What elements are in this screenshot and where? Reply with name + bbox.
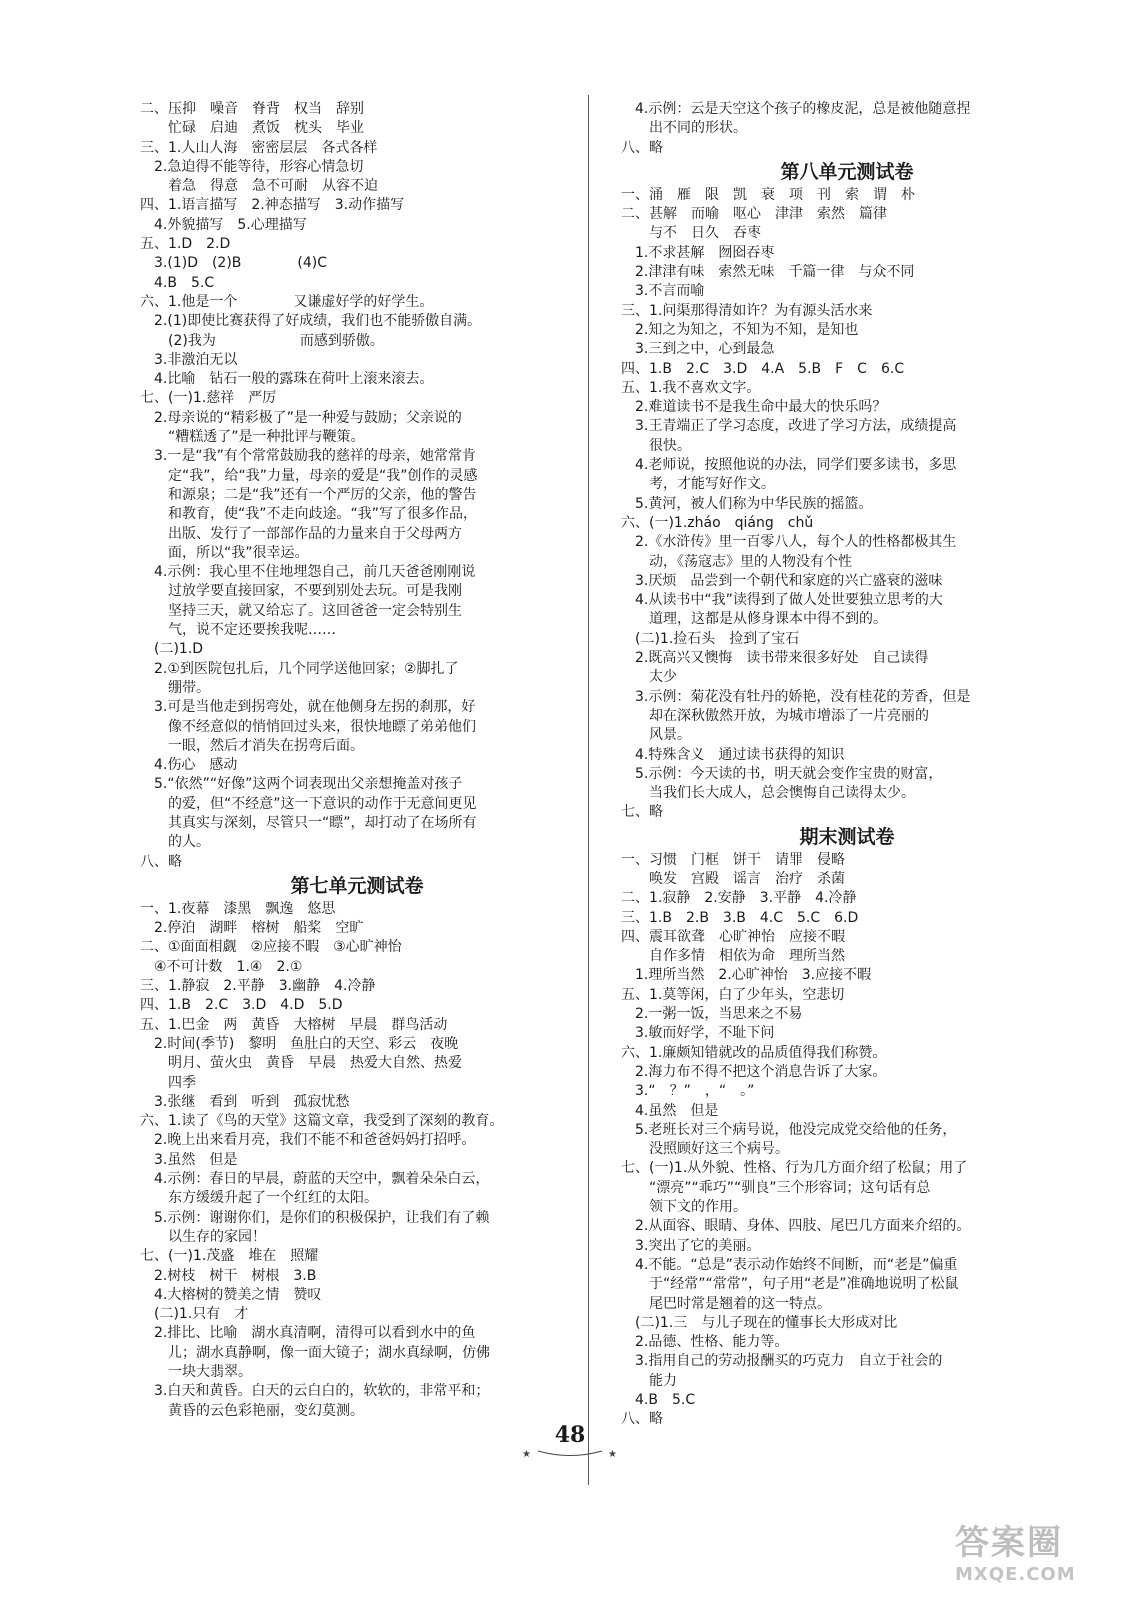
answer-line: 2.品德、性格、能力等。 bbox=[621, 1334, 789, 1351]
answer-line: 4.老师说，按照他说的办法，同学们要多读书，多思 bbox=[621, 457, 957, 474]
right-answer-column bbox=[621, 100, 1073, 1430]
answer-line: 七、(一)1.慈祥 严厉 bbox=[140, 390, 277, 407]
answer-line: 七、略 bbox=[621, 804, 663, 821]
answer-line: 一、习惯 门框 饼干 请罪 侵略 bbox=[621, 851, 845, 868]
answer-line: (二)1.只有 才 bbox=[140, 1306, 249, 1323]
footer-ornament-icon bbox=[520, 1446, 620, 1460]
answer-line: 2.《水浒传》里一百零八人，每个人的性格都极其生 bbox=[621, 534, 957, 551]
answer-line: 当我们长大成人，总会懊悔自己读得太少。 bbox=[621, 785, 915, 802]
answer-line: 2.既高兴又懊悔 读书带来很多好处 自己读得 bbox=[621, 650, 929, 667]
section-heading: 第七单元测试卷 bbox=[290, 874, 424, 897]
answer-line: 的人。 bbox=[140, 834, 210, 851]
answer-line: 七、(一)1.茂盛 堆在 照耀 bbox=[140, 1248, 319, 1265]
answer-line: 一块大翡翠。 bbox=[140, 1364, 252, 1380]
answer-line: 1.理所当然 2.心旷神怡 3.应接不暇 bbox=[621, 967, 872, 984]
answer-line: 能力 bbox=[621, 1372, 677, 1389]
answer-line: 4.B 5.C bbox=[140, 274, 215, 291]
answer-line: 着急 得意 急不可耐 从容不迫 bbox=[140, 178, 378, 195]
answer-line: 像不经意似的悄悄回过头来，很快地瞟了弟弟他们 bbox=[140, 718, 476, 735]
answer-line: 六、1.廉颇知错就改的品质值得我们称赞。 bbox=[621, 1044, 887, 1061]
answer-line: 绷带。 bbox=[140, 679, 210, 696]
answer-line: 3.不言而喻 bbox=[621, 283, 705, 300]
answer-line: 五、1.莫等闲，白了少年头，空悲切 bbox=[621, 986, 845, 1003]
answer-line: 五、1.巴金 两 黄昏 大榕树 早晨 群鸟活动 bbox=[140, 1016, 448, 1033]
answer-line: 4.伤心 感动 bbox=[140, 757, 238, 774]
answer-line: 八、略 bbox=[140, 853, 182, 870]
answer-line: 4.B 5.C bbox=[621, 1392, 696, 1408]
answer-line: 七、(一)1.从外貌、性格、行为几方面介绍了松鼠；用了 bbox=[621, 1160, 968, 1177]
answer-line: 五、1.我不喜欢文字。 bbox=[621, 379, 761, 396]
answer-line: 4.特殊含义 通过读书获得的知识 bbox=[621, 746, 845, 763]
answer-line: 4.大榕树的赞美之情 赞叹 bbox=[140, 1286, 322, 1303]
answer-line: 定“我”，给“我”力量，母亲的爱是“我”创作的灵感 bbox=[140, 467, 478, 484]
answer-line: 儿；湖水真静啊，像一面大镜子；湖水真绿啊，仿佛 bbox=[140, 1344, 490, 1361]
page-footer bbox=[0, 1422, 1140, 1448]
answer-line: 于“经常”“常常”，句子用“老是”准确地说明了松鼠 bbox=[621, 1276, 959, 1293]
answer-line: 动，《荡寇志》里的人物没有个性 bbox=[621, 553, 852, 570]
answer-line: 三、1.问渠那得清如许？为有源头活水来 bbox=[621, 302, 873, 319]
answer-line: 2.急迫得不能等待，形容心情急切 bbox=[140, 158, 364, 175]
answer-line: 2.海力布不得不把这个消息告诉了大家。 bbox=[621, 1063, 887, 1080]
answer-line: 5.老班长对三个病号说，他没完成党交给他的任务， bbox=[621, 1121, 957, 1138]
answer-line: 坚持三天，就又给忘了。这回爸爸一定会特别生 bbox=[140, 602, 462, 619]
answer-line: 尾巴时常是翘着的这一特点。 bbox=[621, 1295, 831, 1312]
answer-line: 4.不能。“总是”表示动作始终不间断，而“老是”偏重 bbox=[621, 1256, 958, 1273]
answer-line: 2.①到医院包扎后，几个同学送他回家；②脚扎了 bbox=[140, 660, 459, 677]
answer-line: 过放学要直接回家，不要到别处去玩。可是我刚 bbox=[140, 583, 462, 600]
answer-line: 3.白天和黄昏。白天的云白白的，软软的，非常平和； bbox=[140, 1383, 490, 1400]
answer-line: 3.厌烦 品尝到一个朝代和家庭的兴亡盛衰的滋味 bbox=[621, 572, 943, 589]
answer-line: 唤发 宫殿 谣言 治疗 杀菌 bbox=[621, 870, 845, 887]
answer-line: 考，才能写好作文。 bbox=[621, 476, 775, 493]
answer-line: 明月、萤火虫 黄昏 早晨 热爱大自然、热爱 bbox=[140, 1055, 462, 1072]
answer-line: 3.(1)D (2)B (4)C bbox=[140, 255, 328, 272]
answer-line: 2.一粥一饭，当思来之不易 bbox=[621, 1006, 803, 1023]
answer-line: 3.非激泊无以 bbox=[140, 351, 238, 368]
answer-line: 3.示例：菊花没有牡丹的娇艳，没有桂花的芳香，但是 bbox=[621, 688, 971, 705]
answer-line: 3.张继 看到 听到 孤寂忧愁 bbox=[140, 1093, 350, 1110]
svg-text:★: ★ bbox=[608, 1449, 617, 1460]
svg-text:★: ★ bbox=[522, 1449, 531, 1460]
answer-line: 3.指用自己的劳动报酬买的巧克力 自立于社会的 bbox=[621, 1353, 943, 1370]
answer-line: 2.(1)即使比赛获得了好成绩，我们也不能骄傲自满。 bbox=[140, 313, 482, 330]
answer-line: 二、①面面相觑 ②应接不暇 ③心旷神怡 bbox=[140, 939, 402, 956]
answer-line: 自作多情 相依为命 理所当然 bbox=[621, 948, 845, 965]
answer-line: 风景。 bbox=[621, 727, 691, 744]
answer-line: 其真实与深刻，尽管只一“瞟”，却打动了在场所有 bbox=[140, 814, 477, 831]
answer-line: 八、略 bbox=[621, 139, 663, 156]
answer-line: (二)1.三 与儿子现在的懂事长大形成对比 bbox=[621, 1314, 898, 1331]
answer-line: 面，所以“我”很幸运。 bbox=[140, 544, 309, 561]
answer-line: 六、1.他是一个 又谦虚好学的好学生。 bbox=[140, 293, 434, 310]
answer-line: 出版、发行了一部部作品的力量来自于父母两方 bbox=[140, 525, 462, 542]
answer-line: 出不同的形状。 bbox=[621, 120, 747, 137]
answer-line: 5.示例：今天读的书，明天就会变作宝贵的财富， bbox=[621, 765, 943, 782]
answer-line: 3.王青端正了学习态度，改进了学习方法，成绩提高 bbox=[621, 418, 957, 435]
answer-line: 2.时间(季节) 黎明 鱼肚白的天空、彩云 夜晚 bbox=[140, 1035, 459, 1052]
answer-line: 4.示例：我心里不住地埋怨自己，前几天爸爸刚刚说 bbox=[140, 564, 476, 581]
page-number: 48 bbox=[554, 1422, 586, 1448]
answer-line: 一、涌 雁 限 凯 衰 项 刊 索 谓 朴 bbox=[621, 186, 915, 203]
answer-line: 4.外貌描写 5.心理描写 bbox=[140, 216, 307, 233]
answer-line: 1.不求甚解 囫囵吞枣 bbox=[621, 244, 775, 261]
answer-line: 以生存的家园！ bbox=[140, 1228, 266, 1245]
answer-line: 2.晚上出来看月亮，我们不能不和爸爸妈妈打招呼。 bbox=[140, 1132, 476, 1149]
site-watermark bbox=[955, 1515, 1105, 1591]
answer-line: 道理，这都是从修身课本中得不到的。 bbox=[621, 611, 887, 628]
answer-line: 一眼，然后才消失在拐弯后面。 bbox=[140, 737, 364, 754]
answer-line: 3.敏而好学，不耻下问 bbox=[621, 1025, 775, 1042]
answer-line: 三、1.人山人海 密密层层 各式各样 bbox=[140, 139, 378, 156]
answer-line: 与不 日久 吞枣 bbox=[621, 225, 761, 242]
answer-line: 却在深秋傲然开放，为城市增添了一片亮丽的 bbox=[621, 707, 929, 724]
answer-line: 3.一是“我”有个常常鼓励我的慈祥的母亲，她常常肯 bbox=[140, 448, 476, 465]
answer-line: 四、震耳欲聋 心旷神怡 应接不暇 bbox=[621, 928, 845, 945]
answer-line: 2.母亲说的“精彩极了”是一种爱与鼓励；父亲说的 bbox=[140, 409, 462, 426]
answer-line: 4.虽然 但是 bbox=[621, 1102, 719, 1119]
answer-line: 4.从读书中“我”读得到了做人处世要独立思考的大 bbox=[621, 592, 943, 609]
watermark-url: MXQE.COM bbox=[955, 1564, 1076, 1585]
answer-line: 黄昏的云色彩艳丽，变幻莫测。 bbox=[140, 1402, 364, 1419]
answer-line: (二)1.捡石头 捡到了宝石 bbox=[621, 630, 800, 647]
answer-line: 四、1.B 2.C 3.D 4.A 5.B F C 6.C bbox=[621, 360, 905, 377]
answer-line: 4.比喻 钻石一般的露珠在荷叶上滚来滚去。 bbox=[140, 371, 434, 388]
answer-line: 2.树枝 树干 树根 3.B bbox=[140, 1267, 317, 1284]
answer-line: 四季 bbox=[140, 1074, 196, 1091]
answer-line: 一、1.夜幕 漆黑 飘逸 悠思 bbox=[140, 900, 336, 917]
answer-line: 四、1.语言描写 2.神态描写 3.动作描写 bbox=[140, 197, 405, 214]
answer-line: 2.从面容、眼睛、身体、四肢、尾巴几方面来介绍的。 bbox=[621, 1218, 971, 1235]
answer-line: 2.停泊 湖畔 榕树 船桨 空旷 bbox=[140, 920, 364, 937]
answer-line: 4.示例：云是天空这个孩子的橡皮泥，总是被他随意捏 bbox=[621, 101, 971, 117]
answer-line: 六、(一)1.zháo qiáng chǔ bbox=[621, 514, 814, 531]
answer-line: ④不可计数 1.④ 2.① bbox=[140, 958, 303, 975]
answer-line: 东方缓缓升起了一个红红的太阳。 bbox=[140, 1190, 378, 1207]
answer-line: 5.“依然”“好像”这两个词表现出父亲想掩盖对孩子 bbox=[140, 776, 463, 793]
answer-line: 4.示例：春日的早晨，蔚蓝的天空中，飘着朵朵白云， bbox=[140, 1171, 490, 1188]
answer-line: “糟糕透了”是一种批评与鞭策。 bbox=[140, 429, 365, 446]
answer-line: 2.知之为知之，不知为不知，是知也 bbox=[621, 321, 859, 338]
watermark-title: 答案圈 bbox=[955, 1523, 1063, 1563]
answer-line: 很快。 bbox=[621, 437, 691, 454]
answer-line: 2.津津有味 索然无味 千篇一律 与众不同 bbox=[621, 264, 915, 281]
answer-line: 忙碌 启迪 煮饭 枕头 毕业 bbox=[140, 120, 364, 137]
answer-line: 3.虽然 但是 bbox=[140, 1151, 238, 1168]
answer-line: 和教育，使“我”不走向歧途。“我”写了很多作品， bbox=[140, 506, 478, 523]
answer-line: 三、1.静寂 2.平静 3.幽静 4.冷静 bbox=[140, 978, 376, 995]
answer-line: 2.排比、比喻 湖水真清啊，清得可以看到水中的鱼 bbox=[140, 1325, 476, 1342]
answer-line: 3.突出了它的美丽。 bbox=[621, 1237, 761, 1254]
answer-line: 二、压抑 噪音 脊背 权当 辞别 bbox=[140, 101, 364, 117]
answer-line: 气，说不定还要挨我呢…… bbox=[140, 622, 336, 639]
answer-line: 5.黄河，被人们称为中华民族的摇篮。 bbox=[621, 495, 873, 512]
column-divider bbox=[588, 95, 589, 1485]
answer-line: 领下文的作用。 bbox=[621, 1199, 747, 1216]
answer-line: 二、1.寂静 2.安静 3.平静 4.冷静 bbox=[621, 890, 857, 907]
answer-line: 八、略 bbox=[621, 1411, 663, 1428]
answer-line: 没照顾好这三个病号。 bbox=[621, 1141, 789, 1158]
answer-line: 五、1.D 2.D bbox=[140, 236, 231, 253]
answer-line: 二、甚解 而喻 呕心 津津 索然 篇律 bbox=[621, 206, 887, 223]
answer-line: 三、1.B 2.B 3.B 4.C 5.C 6.D bbox=[621, 909, 859, 926]
answer-line: 2.难道读书不是我生命中最大的快乐吗？ bbox=[621, 399, 887, 416]
answer-line: (2)我为 而感到骄傲。 bbox=[140, 332, 384, 349]
answer-line: 太少 bbox=[621, 669, 677, 686]
left-answer-column bbox=[140, 100, 574, 1421]
answer-line: 六、1.读了《鸟的天堂》这篇文章，我受到了深刻的教育。 bbox=[140, 1113, 504, 1130]
answer-line: 和源泉；二是“我”还有一个严厉的父亲，他的警告 bbox=[140, 486, 477, 503]
answer-line: 的爱，但“不经意”这一下意识的动作于无意间更见 bbox=[140, 795, 477, 812]
answer-line: 四、1.B 2.C 3.D 4.D 5.D bbox=[140, 997, 343, 1014]
section-heading: 第八单元测试卷 bbox=[780, 160, 914, 183]
answer-line: 3.三到之中，心到最急 bbox=[621, 341, 775, 358]
answer-line: (二)1.D bbox=[140, 641, 204, 658]
answer-line: 5.示例：谢谢你们，是你们的积极保护，让我们有了赖 bbox=[140, 1209, 490, 1226]
answer-line: “漂亮”“乖巧”“驯良”三个形容词；这句话有总 bbox=[621, 1179, 931, 1196]
section-heading: 期末测试卷 bbox=[799, 825, 895, 848]
answer-line: 3.可是当他走到拐弯处，就在他侧身左拐的刹那，好 bbox=[140, 699, 476, 716]
answer-line: 3.“ ？” ，“ 。” bbox=[621, 1083, 755, 1100]
